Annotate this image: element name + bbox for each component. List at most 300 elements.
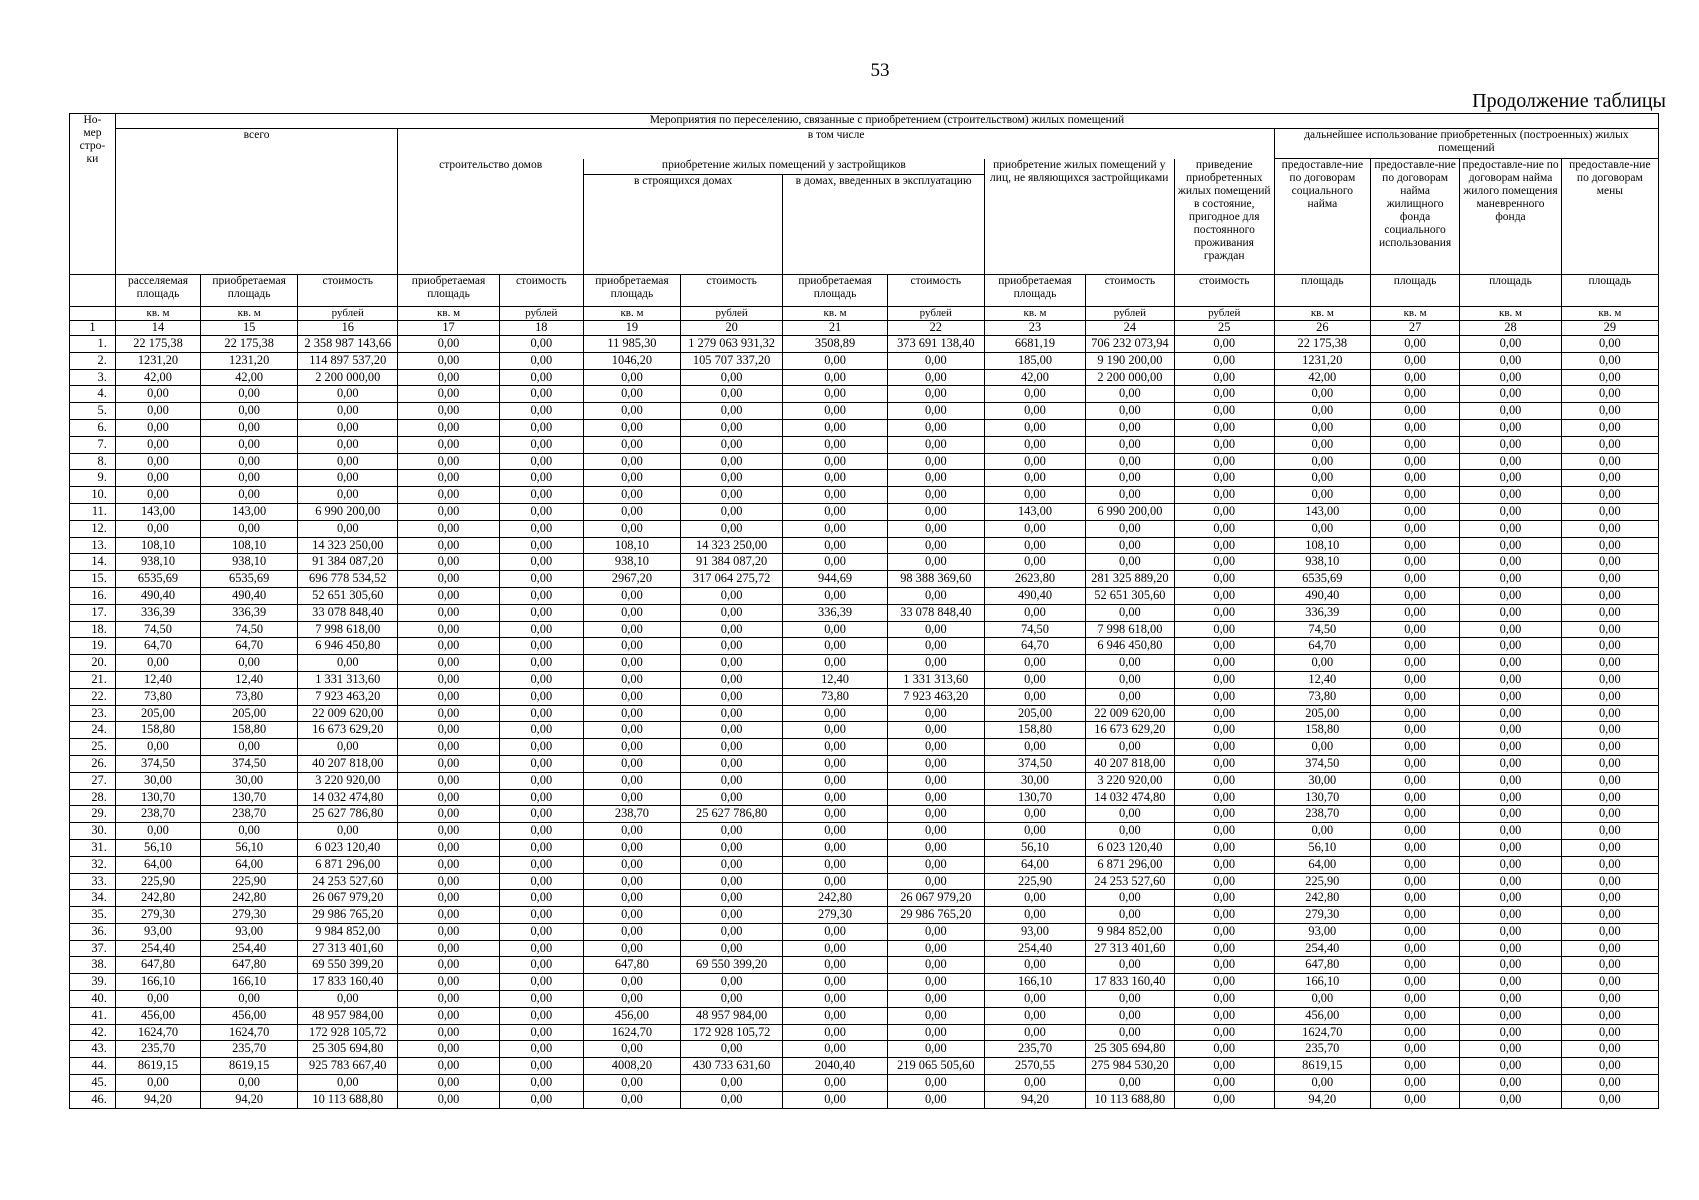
table-row: [70, 621, 1659, 638]
row-number-cell: 26.: [70, 755, 116, 772]
table-cell: 0,00: [1460, 705, 1561, 722]
table-cell: 0,00: [583, 991, 680, 1008]
table-cell: 0,00: [583, 940, 680, 957]
table-cell: 91 384 087,20: [680, 554, 782, 571]
table-cell: 64,70: [201, 638, 298, 655]
table-cell: 0,00: [1086, 823, 1175, 840]
table-cell: 0,00: [398, 571, 499, 588]
table-cell: 0,00: [887, 638, 984, 655]
table-cell: 0,00: [1561, 755, 1658, 772]
table-cell: 2570,55: [984, 1058, 1085, 1075]
table-cell: 0,00: [398, 705, 499, 722]
table-cell: 0,00: [583, 419, 680, 436]
header-maneuver: предоставле-ние по договорам найма жилого помещения маневренного фонда: [1460, 159, 1561, 275]
table-cell: 0,00: [201, 1075, 298, 1092]
table-cell: 0,00: [499, 403, 583, 420]
table-cell: 0,00: [783, 991, 887, 1008]
table-cell: 0,00: [680, 755, 782, 772]
row-number-cell: 37.: [70, 940, 116, 957]
table-cell: 0,00: [1561, 587, 1658, 604]
table-cell: 0,00: [1174, 419, 1274, 436]
column-number: 23: [984, 321, 1085, 336]
row-number-cell: 18.: [70, 621, 116, 638]
table-cell: 0,00: [887, 436, 984, 453]
table-cell: 2 200 000,00: [1086, 369, 1175, 386]
table-cell: 0,00: [887, 705, 984, 722]
header-blank: [70, 275, 116, 307]
row-number-cell: 25.: [70, 739, 116, 756]
table-cell: 0,00: [398, 487, 499, 504]
table-cell: 12,40: [783, 671, 887, 688]
table-cell: 0,00: [398, 1058, 499, 1075]
table-cell: 0,00: [1561, 638, 1658, 655]
table-cell: 0,00: [680, 403, 782, 420]
table-cell: 0,00: [115, 655, 200, 672]
table-row: [70, 386, 1659, 403]
table-cell: 0,00: [1561, 739, 1658, 756]
table-cell: 0,00: [398, 957, 499, 974]
table-cell: 0,00: [499, 705, 583, 722]
header-exchange: предоставле-ние по договорам мены: [1561, 159, 1658, 275]
table-cell: 279,30: [783, 907, 887, 924]
table-row: [70, 974, 1659, 991]
table-cell: 0,00: [1174, 823, 1274, 840]
table-row: [70, 470, 1659, 487]
table-cell: 25 627 786,80: [298, 806, 398, 823]
table-cell: 0,00: [583, 772, 680, 789]
table-cell: 0,00: [1274, 453, 1370, 470]
table-cell: 0,00: [1561, 1007, 1658, 1024]
row-number-cell: 33.: [70, 873, 116, 890]
header-construction: строительство домов: [398, 159, 584, 275]
table-cell: 0,00: [783, 806, 887, 823]
table-cell: 0,00: [1561, 487, 1658, 504]
table-cell: 0,00: [499, 722, 583, 739]
table-cell: 27 313 401,60: [1086, 940, 1175, 957]
column-number: 22: [887, 321, 984, 336]
table-cell: 0,00: [783, 386, 887, 403]
table-cell: 94,20: [201, 1091, 298, 1108]
table-cell: 0,00: [1460, 789, 1561, 806]
table-cell: 0,00: [1460, 571, 1561, 588]
table-cell: 166,10: [984, 974, 1085, 991]
row-number-cell: 30.: [70, 823, 116, 840]
table-body: [70, 336, 1659, 1109]
table-cell: 336,39: [115, 604, 200, 621]
table-cell: 0,00: [1561, 621, 1658, 638]
table-cell: 0,00: [680, 873, 782, 890]
header-blank: [70, 307, 116, 321]
table-cell: 0,00: [1561, 655, 1658, 672]
unit-cell: кв. м: [1274, 307, 1370, 321]
table-cell: 0,00: [499, 436, 583, 453]
table-cell: 0,00: [1561, 991, 1658, 1008]
table-row: [70, 722, 1659, 739]
table-cell: 0,00: [1370, 823, 1460, 840]
table-cell: 166,10: [1274, 974, 1370, 991]
table-cell: 105 707 337,20: [680, 352, 782, 369]
header-main-group: Мероприятия по переселению, связанные с приобретением (строительством) жилых помещений: [115, 114, 1658, 129]
table-cell: 0,00: [887, 554, 984, 571]
table-cell: 0,00: [680, 621, 782, 638]
table-cell: 0,00: [984, 688, 1085, 705]
data-table: [69, 113, 1659, 1109]
header-in-commissioned: в домах, введенных в эксплуатацию: [783, 175, 985, 275]
table-cell: 0,00: [1174, 974, 1274, 991]
header-total: всего: [115, 129, 398, 275]
subheader-cell: приобретаемая площадь: [201, 275, 298, 307]
table-cell: 0,00: [1460, 386, 1561, 403]
table-cell: 0,00: [499, 957, 583, 974]
table-cell: 7 923 463,20: [298, 688, 398, 705]
table-cell: 490,40: [115, 587, 200, 604]
table-cell: 33 078 848,40: [298, 604, 398, 621]
table-cell: 166,10: [201, 974, 298, 991]
table-cell: 0,00: [115, 386, 200, 403]
table-cell: 7 998 618,00: [1086, 621, 1175, 638]
table-cell: 0,00: [1174, 957, 1274, 974]
unit-cell: кв. м: [583, 307, 680, 321]
table-cell: 0,00: [583, 823, 680, 840]
table-cell: 0,00: [583, 923, 680, 940]
table-cell: 0,00: [115, 520, 200, 537]
table-cell: 24 253 527,60: [298, 873, 398, 890]
unit-cell: кв. м: [201, 307, 298, 321]
table-cell: 0,00: [1370, 604, 1460, 621]
table-cell: 0,00: [1561, 688, 1658, 705]
table-cell: 0,00: [1561, 520, 1658, 537]
table-cell: 0,00: [680, 789, 782, 806]
table-cell: 0,00: [1086, 419, 1175, 436]
table-cell: 0,00: [583, 470, 680, 487]
table-cell: 238,70: [201, 806, 298, 823]
table-cell: 7 923 463,20: [887, 688, 984, 705]
table-cell: 0,00: [583, 722, 680, 739]
table-row: [70, 419, 1659, 436]
table-cell: 0,00: [680, 823, 782, 840]
table-cell: 336,39: [783, 604, 887, 621]
table-cell: 0,00: [887, 419, 984, 436]
table-cell: 0,00: [1370, 537, 1460, 554]
table-cell: 0,00: [1174, 722, 1274, 739]
table-cell: 0,00: [1086, 1075, 1175, 1092]
table-cell: 279,30: [201, 907, 298, 924]
table-cell: 6535,69: [1274, 571, 1370, 588]
table-cell: 0,00: [783, 873, 887, 890]
table-cell: 0,00: [1370, 671, 1460, 688]
table-cell: 0,00: [984, 907, 1085, 924]
table-cell: 336,39: [201, 604, 298, 621]
table-cell: 0,00: [201, 453, 298, 470]
table-cell: 0,00: [1274, 655, 1370, 672]
header-including: в том числе: [398, 129, 1274, 159]
table-cell: 0,00: [201, 436, 298, 453]
subheader-cell: стоимость: [1086, 275, 1175, 307]
table-cell: 93,00: [1274, 923, 1370, 940]
row-number-cell: 34.: [70, 890, 116, 907]
table-cell: 0,00: [1174, 688, 1274, 705]
table-cell: 225,90: [984, 873, 1085, 890]
table-cell: 0,00: [1561, 957, 1658, 974]
table-cell: 0,00: [499, 554, 583, 571]
unit-cell: рублей: [1174, 307, 1274, 321]
table-cell: 0,00: [398, 991, 499, 1008]
table-cell: 0,00: [1174, 1075, 1274, 1092]
table-cell: 235,70: [201, 1041, 298, 1058]
table-row: [70, 1041, 1659, 1058]
table-cell: 143,00: [115, 503, 200, 520]
table-cell: 0,00: [1561, 823, 1658, 840]
table-cell: 225,90: [1274, 873, 1370, 890]
table-cell: 10 113 688,80: [298, 1091, 398, 1108]
table-cell: 0,00: [1086, 907, 1175, 924]
table-cell: 0,00: [1561, 1058, 1658, 1075]
table-cell: 0,00: [499, 991, 583, 1008]
table-cell: 205,00: [115, 705, 200, 722]
table-cell: 0,00: [1460, 554, 1561, 571]
header-social-hire: предоставле-ние по договорам социального найма: [1274, 159, 1370, 275]
table-cell: 143,00: [201, 503, 298, 520]
table-cell: 0,00: [115, 1075, 200, 1092]
table-cell: 0,00: [583, 873, 680, 890]
subheader-cell: стоимость: [1174, 275, 1274, 307]
row-number-cell: 14.: [70, 554, 116, 571]
table-row: [70, 537, 1659, 554]
table-cell: 0,00: [115, 453, 200, 470]
table-cell: 93,00: [115, 923, 200, 940]
table-cell: 0,00: [1174, 453, 1274, 470]
table-cell: 48 957 984,00: [298, 1007, 398, 1024]
table-cell: 0,00: [1370, 789, 1460, 806]
table-cell: 166,10: [115, 974, 200, 991]
table-cell: 0,00: [680, 772, 782, 789]
table-cell: 0,00: [887, 806, 984, 823]
table-cell: 0,00: [1174, 705, 1274, 722]
table-cell: 40 207 818,00: [1086, 755, 1175, 772]
header-bringing: приведение приобретенных жилых помещений в состояние, пригодное для постоянного проживания граждан: [1174, 159, 1274, 275]
table-cell: 1 331 313,60: [887, 671, 984, 688]
column-number: 15: [201, 321, 298, 336]
table-cell: 0,00: [499, 772, 583, 789]
table-cell: 0,00: [680, 671, 782, 688]
table-cell: 0,00: [680, 655, 782, 672]
table-cell: 0,00: [783, 739, 887, 756]
table-cell: 0,00: [984, 739, 1085, 756]
table-cell: 0,00: [398, 587, 499, 604]
table-cell: 0,00: [783, 974, 887, 991]
table-cell: 2967,20: [583, 571, 680, 588]
table-cell: 0,00: [1460, 839, 1561, 856]
table-cell: 74,50: [1274, 621, 1370, 638]
column-number: 20: [680, 321, 782, 336]
table-cell: 0,00: [1370, 1024, 1460, 1041]
subheader-cell: приобретаемая площадь: [783, 275, 887, 307]
table-cell: 0,00: [783, 940, 887, 957]
table-cell: 0,00: [1561, 571, 1658, 588]
table-cell: 0,00: [398, 755, 499, 772]
table-cell: 0,00: [1370, 739, 1460, 756]
table-cell: 0,00: [1561, 419, 1658, 436]
table-cell: 0,00: [499, 1091, 583, 1108]
table-cell: 0,00: [984, 487, 1085, 504]
table-cell: 0,00: [1086, 604, 1175, 621]
table-cell: 0,00: [1561, 873, 1658, 890]
unit-cell: рублей: [680, 307, 782, 321]
table-cell: 0,00: [887, 1041, 984, 1058]
table-cell: 0,00: [1460, 655, 1561, 672]
table-cell: 56,10: [1274, 839, 1370, 856]
table-row: [70, 587, 1659, 604]
table-row: [70, 1058, 1659, 1075]
table-row: [70, 772, 1659, 789]
table-cell: 0,00: [783, 856, 887, 873]
table-cell: 0,00: [398, 772, 499, 789]
table-cell: 0,00: [398, 336, 499, 353]
table-cell: 0,00: [398, 1024, 499, 1041]
table-cell: 0,00: [984, 604, 1085, 621]
table-row: [70, 436, 1659, 453]
table-cell: 0,00: [1460, 419, 1561, 436]
table-cell: 0,00: [1561, 453, 1658, 470]
table-cell: 0,00: [1370, 705, 1460, 722]
table-cell: 490,40: [984, 587, 1085, 604]
table-cell: 0,00: [1174, 571, 1274, 588]
table-cell: 374,50: [201, 755, 298, 772]
table-cell: 4008,20: [583, 1058, 680, 1075]
table-cell: 0,00: [1460, 487, 1561, 504]
table-cell: 0,00: [583, 1041, 680, 1058]
table-cell: 0,00: [984, 453, 1085, 470]
table-cell: 0,00: [1561, 503, 1658, 520]
table-cell: 925 783 667,40: [298, 1058, 398, 1075]
table-cell: 0,00: [984, 436, 1085, 453]
table-cell: 235,70: [984, 1041, 1085, 1058]
table-cell: 0,00: [680, 923, 782, 940]
table-cell: 0,00: [583, 503, 680, 520]
table-cell: 0,00: [583, 839, 680, 856]
table-cell: 0,00: [1370, 839, 1460, 856]
table-cell: 0,00: [1460, 856, 1561, 873]
table-cell: 74,50: [984, 621, 1085, 638]
table-cell: 6535,69: [201, 571, 298, 588]
table-cell: 0,00: [984, 403, 1085, 420]
table-cell: 0,00: [1370, 1075, 1460, 1092]
table-cell: 0,00: [1460, 1058, 1561, 1075]
table-cell: 0,00: [1460, 923, 1561, 940]
table-cell: 0,00: [1174, 537, 1274, 554]
table-cell: 456,00: [1274, 1007, 1370, 1024]
table-cell: 0,00: [1174, 487, 1274, 504]
column-number: 17: [398, 321, 499, 336]
table-cell: 0,00: [1274, 991, 1370, 1008]
table-cell: 74,50: [115, 621, 200, 638]
table-cell: 0,00: [1460, 688, 1561, 705]
table-cell: 0,00: [583, 907, 680, 924]
table-cell: 0,00: [398, 940, 499, 957]
table-cell: 0,00: [1174, 755, 1274, 772]
table-cell: 0,00: [201, 470, 298, 487]
table-row: [70, 571, 1659, 588]
row-number-cell: 11.: [70, 503, 116, 520]
table-cell: 0,00: [1086, 739, 1175, 756]
table-cell: 0,00: [887, 923, 984, 940]
table-cell: 374,50: [115, 755, 200, 772]
table-cell: 0,00: [680, 739, 782, 756]
table-cell: 0,00: [298, 823, 398, 840]
table-cell: 0,00: [398, 352, 499, 369]
table-cell: 2 358 987 143,66: [298, 336, 398, 353]
table-cell: 0,00: [887, 839, 984, 856]
table-cell: 48 957 984,00: [680, 1007, 782, 1024]
table-cell: 9 190 200,00: [1086, 352, 1175, 369]
table-cell: 0,00: [887, 621, 984, 638]
table-cell: 0,00: [680, 1075, 782, 1092]
row-number-cell: 21.: [70, 671, 116, 688]
table-cell: 0,00: [984, 806, 1085, 823]
table-cell: 0,00: [1086, 537, 1175, 554]
table-cell: 0,00: [680, 907, 782, 924]
table-cell: 0,00: [499, 1007, 583, 1024]
table-cell: 0,00: [1274, 487, 1370, 504]
table-cell: 0,00: [1086, 1007, 1175, 1024]
table-cell: 25 627 786,80: [680, 806, 782, 823]
table-cell: 0,00: [1460, 436, 1561, 453]
table-cell: 0,00: [398, 671, 499, 688]
table-row: [70, 638, 1659, 655]
table-cell: 30,00: [201, 772, 298, 789]
table-cell: 1231,20: [115, 352, 200, 369]
table-cell: 108,10: [583, 537, 680, 554]
table-cell: 0,00: [887, 487, 984, 504]
table-cell: 93,00: [201, 923, 298, 940]
table-cell: 6 871 296,00: [1086, 856, 1175, 873]
table-cell: 73,80: [201, 688, 298, 705]
table-cell: 3 220 920,00: [1086, 772, 1175, 789]
table-cell: 0,00: [1561, 705, 1658, 722]
table-cell: 64,70: [115, 638, 200, 655]
table-cell: 0,00: [680, 487, 782, 504]
table-cell: 0,00: [499, 537, 583, 554]
table-cell: 0,00: [583, 1075, 680, 1092]
table-cell: 0,00: [1370, 554, 1460, 571]
table-cell: 0,00: [1174, 839, 1274, 856]
unit-cell: кв. м: [783, 307, 887, 321]
table-row: [70, 671, 1659, 688]
table-cell: 0,00: [1086, 655, 1175, 672]
table-cell: 0,00: [583, 453, 680, 470]
table-cell: 0,00: [1174, 520, 1274, 537]
table-cell: 0,00: [298, 655, 398, 672]
table-cell: 0,00: [783, 403, 887, 420]
table-cell: 0,00: [680, 638, 782, 655]
table-cell: 0,00: [1174, 336, 1274, 353]
table-cell: 0,00: [1460, 587, 1561, 604]
row-number-cell: 20.: [70, 655, 116, 672]
header-row-number: Но- мер стро- ки: [70, 114, 116, 275]
table-row: [70, 554, 1659, 571]
table-cell: 0,00: [1174, 907, 1274, 924]
table-cell: 238,70: [583, 806, 680, 823]
table-cell: 430 733 631,60: [680, 1058, 782, 1075]
row-number-cell: 39.: [70, 974, 116, 991]
table-cell: 0,00: [499, 907, 583, 924]
table-cell: 0,00: [1370, 991, 1460, 1008]
table-cell: 0,00: [1460, 537, 1561, 554]
table-cell: 0,00: [1460, 470, 1561, 487]
table-cell: 0,00: [398, 655, 499, 672]
table-cell: 98 388 369,60: [887, 571, 984, 588]
table-cell: 17 833 160,40: [1086, 974, 1175, 991]
